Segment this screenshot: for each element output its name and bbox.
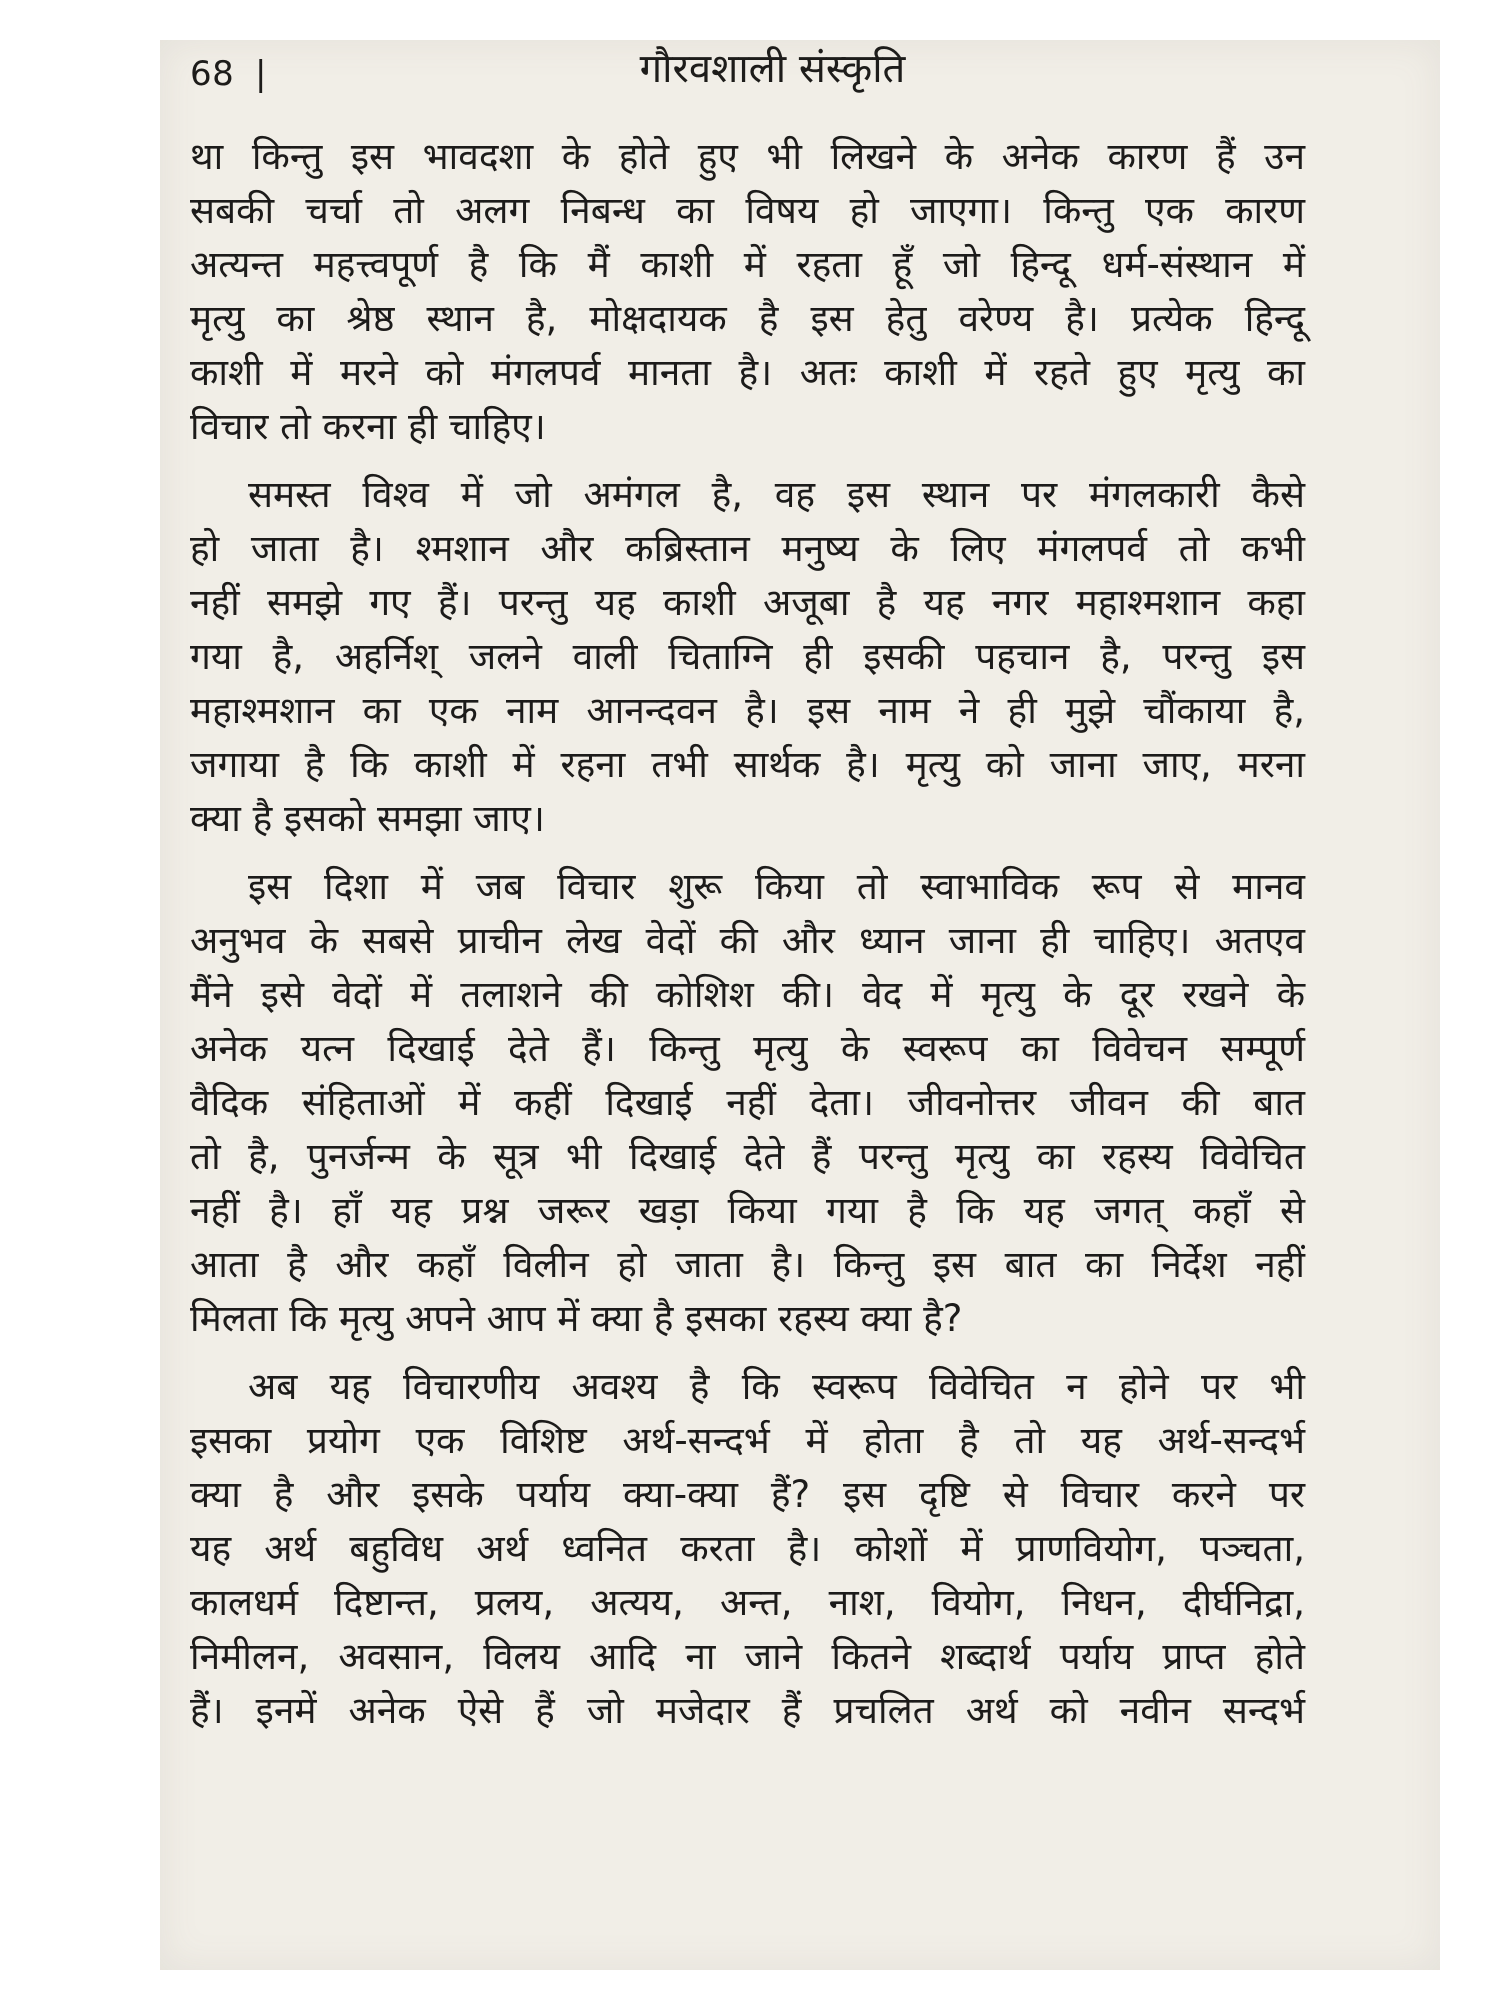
text-line: कालधर्म दिष्टान्त, प्रलय, अत्यय, अन्त, नाश, वियोग, निधन, दीर्घनिद्रा, xyxy=(190,1581,1305,1624)
text-line: मिलता कि मृत्यु अपने आप में क्या है इसका रहस्य क्या है? xyxy=(190,1297,963,1340)
text-line: निमीलन, अवसान, विलय आदि ना जाने कितने शब्दार्थ पर्याय प्राप्त होते xyxy=(190,1635,1305,1678)
text-line: इस दिशा में जब विचार शुरू किया तो स्वाभाविक रूप से मानव xyxy=(248,865,1305,908)
text-line: महाश्मशान का एक नाम आनन्दवन है। इस नाम ने ही मुझे चौंकाया है, xyxy=(190,689,1305,732)
text-line: जगाया है कि काशी में रहना तभी सार्थक है। मृत्यु को जाना जाए, मरना xyxy=(190,743,1305,786)
text-line: आता है और कहाँ विलीन हो जाता है। किन्तु इस बात का निर्देश नहीं xyxy=(190,1243,1305,1286)
text-line: क्या है और इसके पर्याय क्या-क्या हैं? इस दृष्टि से विचार करने पर xyxy=(190,1473,1305,1516)
text-line: अब यह विचारणीय अवश्य है कि स्वरूप विवेचित न होने पर भी xyxy=(248,1365,1305,1408)
text-line: तो है, पुनर्जन्म के सूत्र भी दिखाई देते हैं परन्तु मृत्यु का रहस्य विवेचित xyxy=(190,1135,1305,1178)
running-title: गौरवशाली संस्कृति xyxy=(639,46,906,92)
text-line: सबकी चर्चा तो अलग निबन्ध का विषय हो जाएगा। किन्तु एक कारण xyxy=(190,189,1305,232)
text-line: मैंने इसे वेदों में तलाशने की कोशिश की। वेद में मृत्यु के दूर रखने के xyxy=(190,973,1305,1016)
text-line: अनेक यत्न दिखाई देते हैं। किन्तु मृत्यु के स्वरूप का विवेचन सम्पूर्ण xyxy=(190,1027,1305,1070)
page-body xyxy=(190,130,1305,1738)
text-line: क्या है इसको समझा जाए। xyxy=(190,797,545,840)
text-line: हो जाता है। श्मशान और कब्रिस्तान मनुष्य के लिए मंगलपर्व तो कभी xyxy=(190,527,1305,570)
text-line: अनुभव के सबसे प्राचीन लेख वेदों की और ध्यान जाना ही चाहिए। अतएव xyxy=(190,919,1305,962)
text-line: मृत्यु का श्रेष्ठ स्थान है, मोक्षदायक है इस हेतु वरेण्य है। प्रत्येक हिन्दू xyxy=(190,297,1305,340)
text-line: अत्यन्त महत्त्वपूर्ण है कि मैं काशी में रहता हूँ जो हिन्दू धर्म-संस्थान में xyxy=(190,243,1305,286)
text-line: काशी में मरने को मंगलपर्व मानता है। अतः काशी में रहते हुए मृत्यु का xyxy=(190,351,1305,394)
text-line: गया है, अहर्निश् जलने वाली चिताग्नि ही इसकी पहचान है, परन्तु इस xyxy=(190,635,1305,678)
text-line: यह अर्थ बहुविध अर्थ ध्वनित करता है। कोशों में प्राणवियोग, पञ्चता, xyxy=(190,1527,1305,1570)
text-line: नहीं समझे गए हैं। परन्तु यह काशी अजूबा है यह नगर महाश्मशान कहा xyxy=(190,581,1305,624)
header-separator: | xyxy=(255,54,267,94)
page-number: 68 xyxy=(190,54,235,94)
text-line: वैदिक संहिताओं में कहीं दिखाई नहीं देता। जीवनोत्तर जीवन की बात xyxy=(190,1081,1305,1124)
text-line: विचार तो करना ही चाहिए। xyxy=(190,405,546,448)
page-header xyxy=(190,44,1310,94)
text-line: हैं। इनमें अनेक ऐसे हैं जो मजेदार हैं प्रचलित अर्थ को नवीन सन्दर्भ xyxy=(190,1689,1305,1732)
text-line: इसका प्रयोग एक विशिष्ट अर्थ-सन्दर्भ में होता है तो यह अर्थ-सन्दर्भ xyxy=(190,1419,1305,1462)
text-line: था किन्तु इस भावदशा के होते हुए भी लिखने के अनेक कारण हैं उन xyxy=(190,135,1305,178)
text-line: नहीं है। हाँ यह प्रश्न जरूर खड़ा किया गया है कि यह जगत् कहाँ से xyxy=(190,1189,1305,1232)
text-line: समस्त विश्व में जो अमंगल है, वह इस स्थान पर मंगलकारी कैसे xyxy=(248,473,1305,516)
